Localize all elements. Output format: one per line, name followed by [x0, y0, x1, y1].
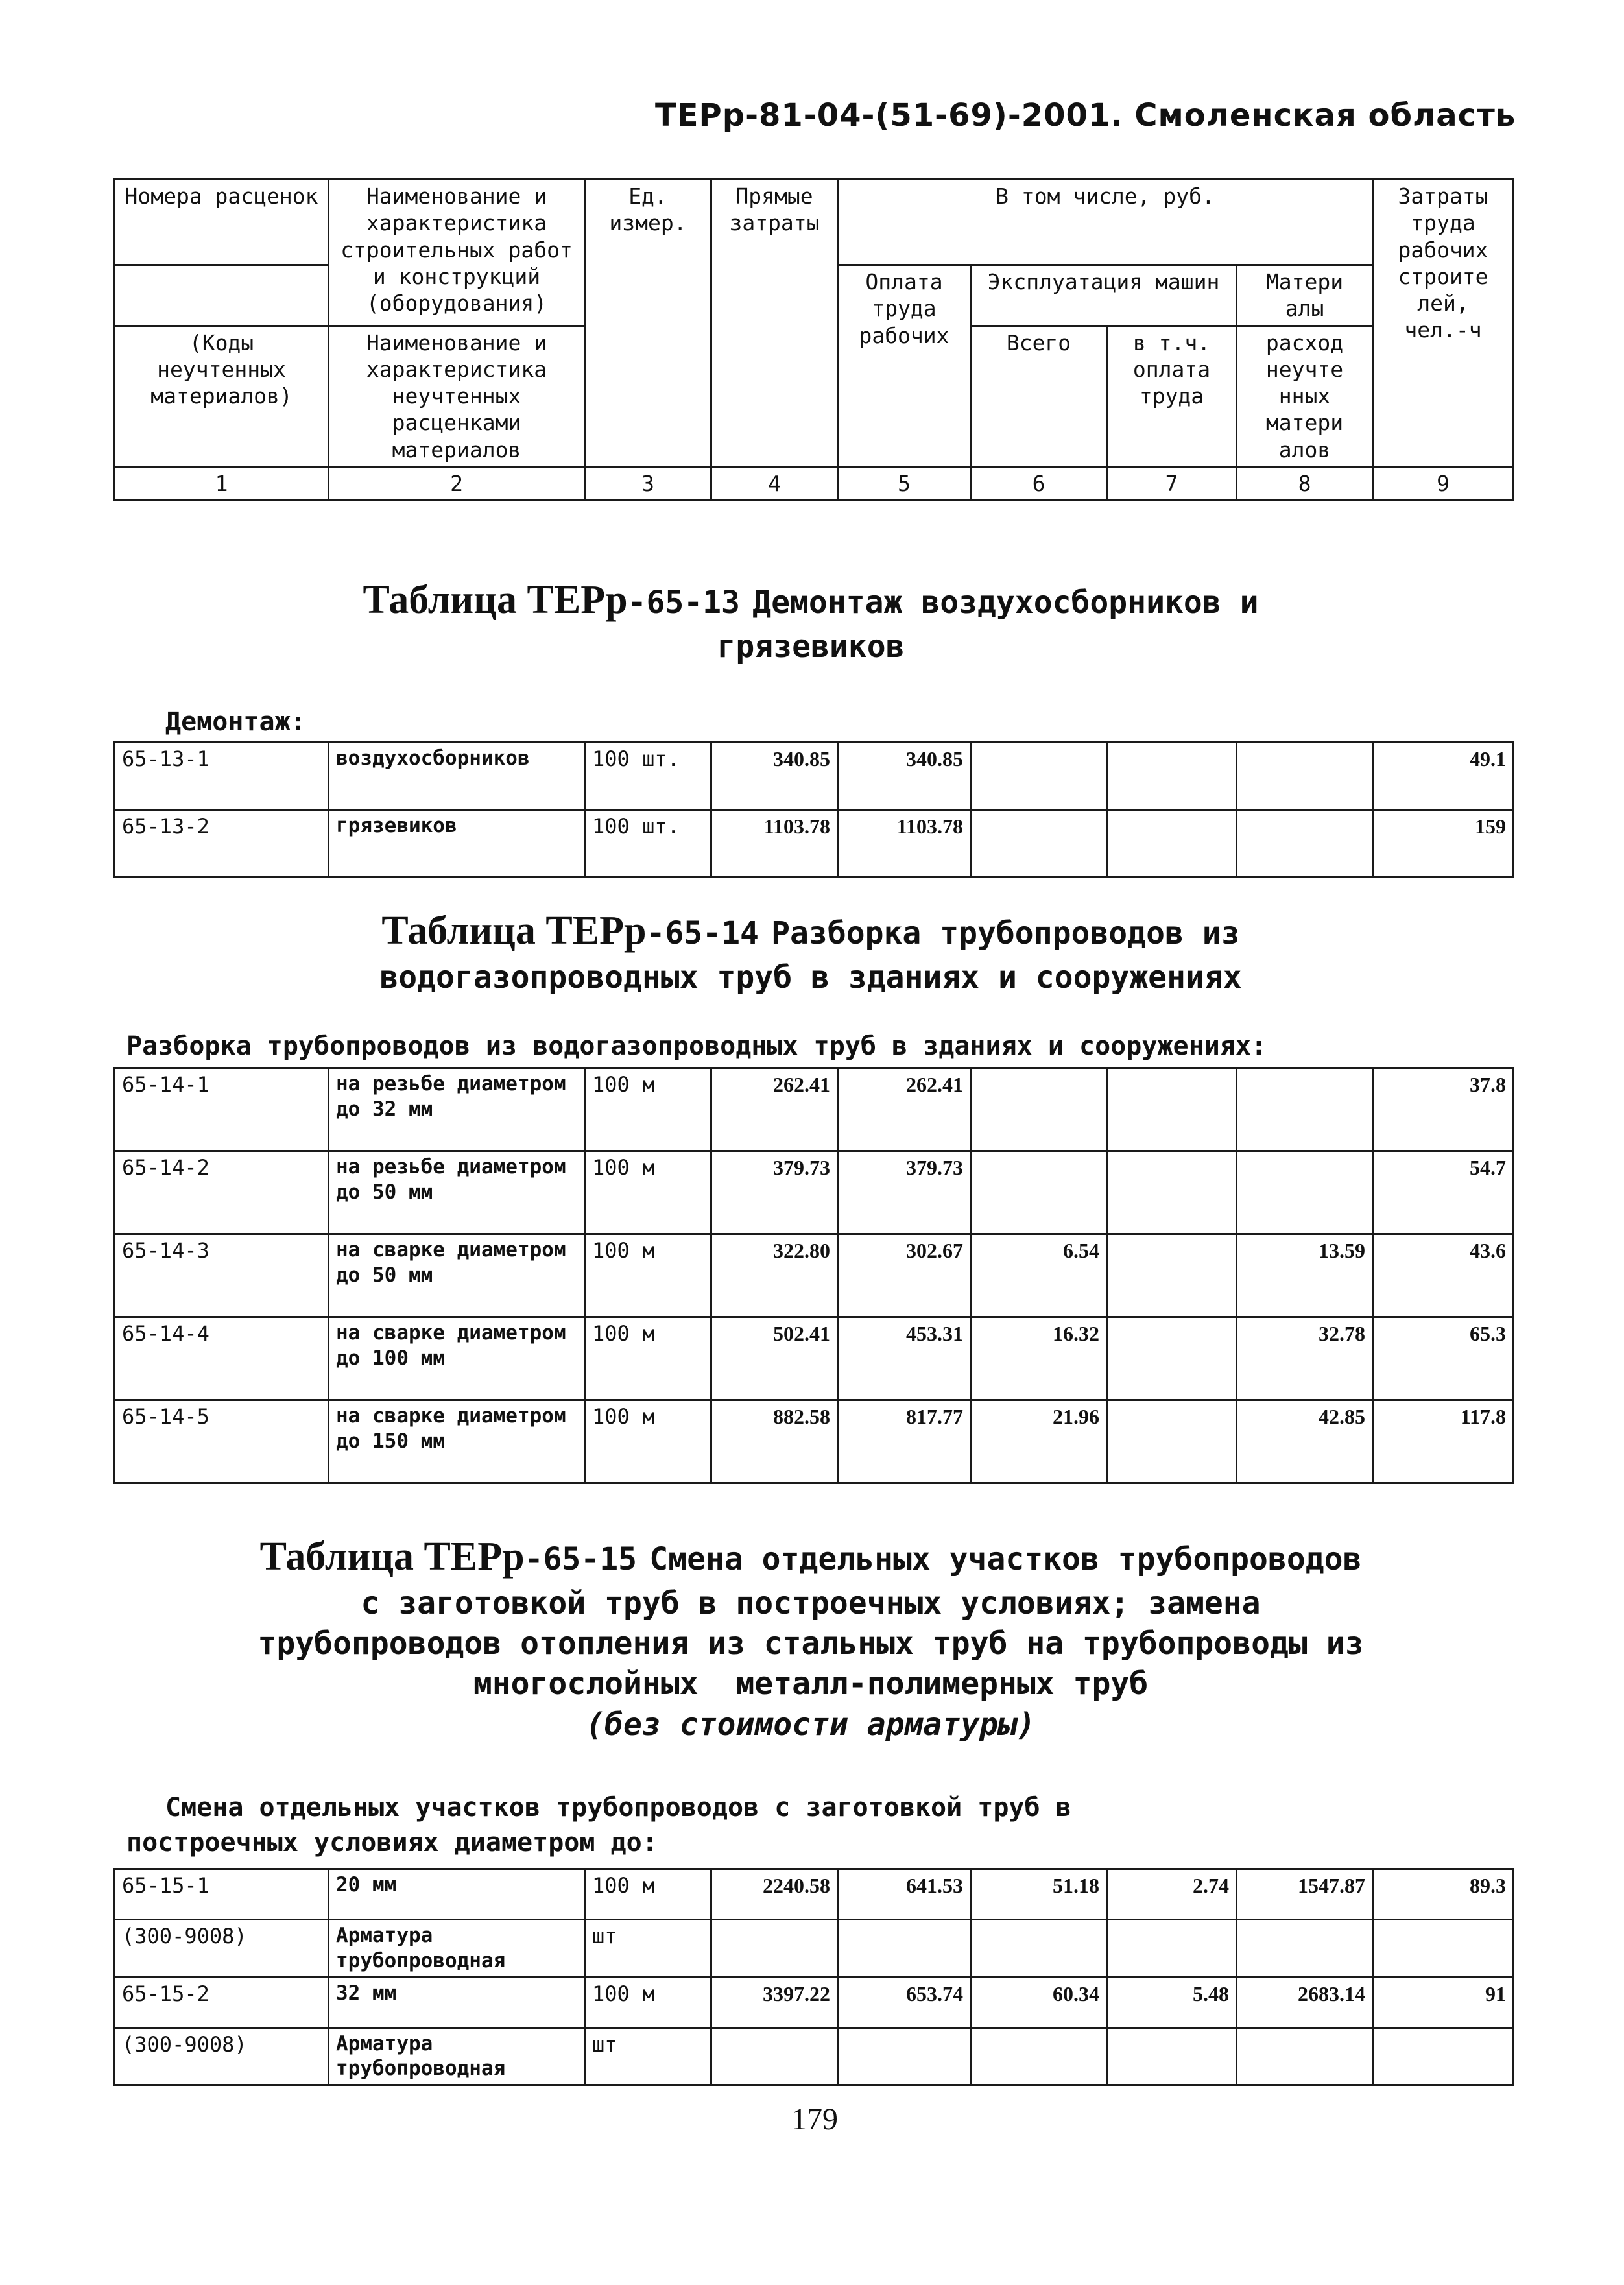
row-machine-pay — [1107, 1400, 1237, 1483]
col-number: 1 — [115, 466, 329, 500]
col-number: 3 — [585, 466, 711, 500]
row-code: 65-14-2 — [115, 1151, 329, 1234]
row-code: 65-13-1 — [115, 743, 329, 810]
row-unit: 100 м — [585, 1234, 711, 1317]
row-labor-hours: 65.3 — [1373, 1317, 1514, 1400]
row-labor-hours: 49.1 — [1373, 743, 1514, 810]
table15-body — [115, 1869, 1514, 2085]
row-direct-cost: 502.41 — [711, 1317, 838, 1400]
row-direct-cost: 2240.58 — [711, 1869, 838, 1920]
col-header-labor: Затраты труда рабочих строите лей, чел.-ч — [1373, 180, 1514, 467]
row-machine-total: 60.34 — [971, 1977, 1107, 2028]
row-machine-pay — [1107, 810, 1237, 878]
row-code: 65-14-1 — [115, 1068, 329, 1151]
row-direct-cost — [711, 2028, 838, 2085]
col-number: 7 — [1107, 466, 1237, 500]
row-unit: 100 м — [585, 1151, 711, 1234]
table15-title — [117, 1531, 1505, 1745]
row-machine-pay — [1107, 1920, 1237, 1978]
table14-code: -65-14 — [646, 915, 759, 951]
table15-code: -65-15 — [524, 1541, 638, 1577]
table-row — [115, 1400, 1514, 1483]
row-name: грязевиков — [329, 810, 585, 878]
row-materials — [1237, 743, 1373, 810]
col-header-exploit-pay: в т.ч. оплата труда — [1107, 326, 1237, 466]
row-unit: 100 м — [585, 1317, 711, 1400]
row-labor-hours: 117.8 — [1373, 1400, 1514, 1483]
row-code: 65-14-3 — [115, 1234, 329, 1317]
table15-title-line2: с заготовкой труб в построечных условиях; замена — [361, 1585, 1261, 1621]
row-code: 65-14-4 — [115, 1317, 329, 1400]
row-labor-pay: 340.85 — [838, 743, 971, 810]
row-labor-pay: 302.67 — [838, 1234, 971, 1317]
row-name: 32 мм — [329, 1977, 585, 2028]
col-header-material-codes: (Коды неучтенных материалов) — [115, 326, 329, 466]
col-number: 9 — [1373, 466, 1514, 500]
row-code: 65-15-1 — [115, 1869, 329, 1920]
row-unit: 100 м — [585, 1869, 711, 1920]
row-machine-total: 6.54 — [971, 1234, 1107, 1317]
column-header-table — [113, 178, 1514, 501]
row-code: 65-15-2 — [115, 1977, 329, 2028]
row-direct-cost: 340.85 — [711, 743, 838, 810]
table-row — [115, 743, 1514, 810]
table15-prefix: Таблица ТЕРр — [259, 1535, 525, 1579]
table13-body — [115, 743, 1514, 878]
row-labor-hours: 91 — [1373, 1977, 1514, 2028]
row-direct-cost: 882.58 — [711, 1400, 838, 1483]
row-name: на резьбе диаметром до 50 мм — [329, 1151, 585, 1234]
table-row — [115, 1869, 1514, 1920]
table-row — [115, 1920, 1514, 1978]
table14-title-line1: Разборка трубопроводов из — [771, 915, 1240, 951]
table13-data — [113, 741, 1514, 878]
col-header-codes: Номера расценок — [115, 180, 329, 265]
row-unit: 100 м — [585, 1977, 711, 2028]
row-direct-cost — [711, 1920, 838, 1978]
row-machine-pay — [1107, 1317, 1237, 1400]
row-labor-pay: 262.41 — [838, 1068, 971, 1151]
table14-title — [195, 905, 1427, 998]
row-machine-pay: 2.74 — [1107, 1869, 1237, 1920]
table-row — [115, 1234, 1514, 1317]
row-machine-total — [971, 1920, 1107, 1978]
row-labor-hours: 159 — [1373, 810, 1514, 878]
row-labor-pay: 817.77 — [838, 1400, 971, 1483]
row-materials: 32.78 — [1237, 1317, 1373, 1400]
row-materials — [1237, 1068, 1373, 1151]
table13-code: -65-13 — [627, 584, 740, 621]
row-unit: 100 шт. — [585, 810, 711, 878]
row-name: на резьбе диаметром до 32 мм — [329, 1068, 585, 1151]
row-materials: 42.85 — [1237, 1400, 1373, 1483]
row-unit: 100 шт. — [585, 743, 711, 810]
row-machine-pay — [1107, 1151, 1237, 1234]
table-row — [115, 1317, 1514, 1400]
col-header-pay: Оплата труда рабочих — [838, 265, 971, 467]
row-code: (300-9008) — [115, 1920, 329, 1978]
row-name: на сварке диаметром до 50 мм — [329, 1234, 585, 1317]
row-materials — [1237, 1920, 1373, 1978]
row-labor-hours — [1373, 1920, 1514, 1978]
row-direct-cost: 262.41 — [711, 1068, 838, 1151]
table13-title-line2: грязевиков — [717, 628, 905, 665]
row-machine-pay: 5.48 — [1107, 1977, 1237, 2028]
table15-title-line3: трубопроводов отопления из стальных труб на трубопроводы из — [257, 1625, 1364, 1662]
row-materials — [1237, 2028, 1373, 2085]
table14-section-label: Разборка трубопроводов из водогазопроводных труб в зданиях и сооружениях: — [126, 1031, 1267, 1061]
row-unit: 100 м — [585, 1068, 711, 1151]
row-direct-cost: 3397.22 — [711, 1977, 838, 2028]
row-direct-cost: 1103.78 — [711, 810, 838, 878]
row-materials — [1237, 1151, 1373, 1234]
table-row — [115, 1068, 1514, 1151]
col-header-material-name: Наименование и характеристика неучтенных расценками материалов — [329, 326, 585, 466]
row-machine-total: 16.32 — [971, 1317, 1107, 1400]
row-materials: 1547.87 — [1237, 1869, 1373, 1920]
row-unit: шт — [585, 2028, 711, 2085]
table-row — [115, 1977, 1514, 2028]
col-number: 2 — [329, 466, 585, 500]
row-unit: шт — [585, 1920, 711, 1978]
row-materials: 13.59 — [1237, 1234, 1373, 1317]
table-row — [115, 2028, 1514, 2085]
col-header-name: Наименование и характеристика строительных работ и конструкций (оборудования) — [329, 180, 585, 326]
table14-data — [113, 1067, 1514, 1484]
row-name: на сварке диаметром до 150 мм — [329, 1400, 585, 1483]
row-name: воздухосборников — [329, 743, 585, 810]
row-name: Арматура трубопроводная — [329, 1920, 585, 1978]
row-machine-total: 21.96 — [971, 1400, 1107, 1483]
row-labor-pay — [838, 1920, 971, 1978]
table13-title — [195, 574, 1427, 667]
row-unit: 100 м — [585, 1400, 711, 1483]
table15-section-label — [126, 1790, 1071, 1860]
table-row — [115, 810, 1514, 878]
row-code: 65-14-5 — [115, 1400, 329, 1483]
row-direct-cost: 379.73 — [711, 1151, 838, 1234]
table15-data — [113, 1868, 1514, 2086]
col-number: 6 — [971, 466, 1107, 500]
table14-title-line2: водогазопроводных труб в зданиях и сооружениях — [379, 959, 1242, 996]
page-number: 179 — [791, 2102, 838, 2136]
col-header-codes-spacer — [115, 265, 329, 326]
row-machine-pay — [1107, 1234, 1237, 1317]
row-labor-hours: 43.6 — [1373, 1234, 1514, 1317]
col-number: 5 — [838, 466, 971, 500]
row-machine-total — [971, 1151, 1107, 1234]
row-machine-total — [971, 810, 1107, 878]
row-labor-pay: 1103.78 — [838, 810, 971, 878]
row-labor-hours: 37.8 — [1373, 1068, 1514, 1151]
row-name: на сварке диаметром до 100 мм — [329, 1317, 585, 1400]
row-labor-hours — [1373, 2028, 1514, 2085]
table15-subtitle: (без стоимости арматуры) — [586, 1706, 1036, 1743]
row-labor-pay — [838, 2028, 971, 2085]
row-labor-pay: 453.31 — [838, 1317, 971, 1400]
row-labor-pay: 379.73 — [838, 1151, 971, 1234]
table13-section-label: Демонтаж: — [165, 707, 306, 737]
row-direct-cost: 322.80 — [711, 1234, 838, 1317]
table15-title-line1: Смена отдельных участков трубопроводов — [649, 1541, 1362, 1577]
col-header-materials: Матери алы — [1237, 265, 1373, 326]
page-header-title: ТЕРр-81-04-(51-69)-2001. Смоленская область — [655, 97, 1516, 134]
row-materials: 2683.14 — [1237, 1977, 1373, 2028]
col-header-material-use: расход неучте нных матери алов — [1237, 326, 1373, 466]
col-number: 8 — [1237, 466, 1373, 500]
row-labor-pay: 653.74 — [838, 1977, 971, 2028]
row-name: Арматура трубопроводная — [329, 2028, 585, 2085]
col-header-unit: Ед. измер. — [585, 180, 711, 467]
row-machine-pay — [1107, 2028, 1237, 2085]
row-code: 65-13-2 — [115, 810, 329, 878]
table13-title-line1: Демонтаж воздухосборников и — [752, 584, 1259, 621]
row-machine-total — [971, 2028, 1107, 2085]
row-materials — [1237, 810, 1373, 878]
row-machine-total — [971, 743, 1107, 810]
row-machine-total: 51.18 — [971, 1869, 1107, 1920]
table15-section-line2: построечных условиях диаметром до: — [126, 1828, 658, 1858]
col-header-including: В том числе, руб. — [838, 180, 1373, 265]
row-machine-pay — [1107, 1068, 1237, 1151]
table15-title-line4: многослойных металл-полимерных труб — [473, 1666, 1149, 1703]
row-labor-hours: 54.7 — [1373, 1151, 1514, 1234]
table15-section-line1: Смена отдельных участков трубопроводов с заготовкой труб в — [165, 1793, 1071, 1823]
row-machine-pay — [1107, 743, 1237, 810]
row-name: 20 мм — [329, 1869, 585, 1920]
col-header-direct: Прямые затраты — [711, 180, 838, 467]
row-labor-pay: 641.53 — [838, 1869, 971, 1920]
table-row — [115, 1151, 1514, 1234]
table14-prefix: Таблица ТЕРр — [381, 909, 647, 953]
table14-body — [115, 1068, 1514, 1483]
col-header-exploit: Эксплуатация машин — [971, 265, 1237, 326]
row-code: (300-9008) — [115, 2028, 329, 2085]
row-labor-hours: 89.3 — [1373, 1869, 1514, 1920]
row-machine-total — [971, 1068, 1107, 1151]
table13-prefix: Таблица ТЕРр — [363, 578, 628, 622]
col-number: 4 — [711, 466, 838, 500]
col-header-exploit-total: Всего — [971, 326, 1107, 466]
